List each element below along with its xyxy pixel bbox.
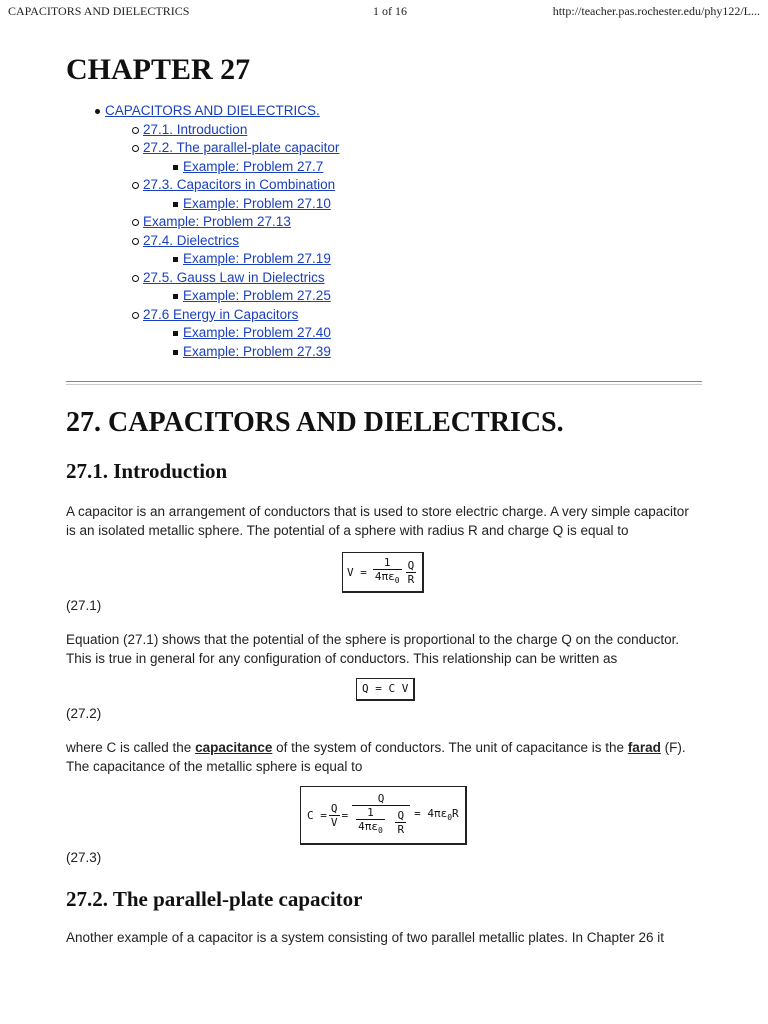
equation-box-27-1 (342, 552, 424, 593)
square-bullet-icon (173, 350, 178, 355)
circle-bullet-icon (132, 182, 139, 189)
eq1-fraction-1 (373, 556, 402, 587)
toc-link[interactable]: 27.5. Gauss Law in Dielectrics (143, 269, 325, 285)
eq3-inner1-den-sub: 0 (378, 826, 383, 836)
para3-text-c: (F). The capacitance of the metallic sphere is equal to (66, 740, 686, 774)
toc-item (66, 158, 702, 177)
toc-link[interactable]: Example: Problem 27.39 (183, 343, 331, 359)
eq3-inner1-denominator (356, 820, 385, 837)
toc-item (66, 306, 702, 325)
paragraph-intro-1: A capacitor is an arrangement of conductors that is used to store electric charge. A very simple capacitor is an isolated metallic sphere. The potential of a sphere with radius R and charge Q is equal to (66, 504, 689, 538)
equation-number-27-3: (27.3) (66, 850, 102, 865)
toc-link[interactable]: Example: Problem 27.25 (183, 288, 331, 303)
eq3-inner1-numerator: 1 (356, 806, 385, 820)
eq1-fraction-2 (406, 559, 417, 586)
equation-number-27-2: (27.2) (66, 706, 102, 721)
eq3-compound-fraction (352, 792, 410, 837)
eq3-f1-denominator: V (330, 815, 338, 829)
toc-link[interactable]: CAPACITORS AND DIELECTRICS. (105, 103, 320, 118)
toc-link[interactable]: 27.6 Energy in Capacitors (143, 306, 299, 322)
para3-text-a: where C is called the (66, 740, 196, 755)
toc-item (66, 213, 702, 232)
circle-bullet-icon (132, 238, 139, 245)
horizontal-rule (66, 381, 702, 385)
toc-link[interactable]: 27.1. Introduction (143, 121, 248, 137)
toc-item (66, 287, 702, 306)
square-bullet-icon (173, 331, 178, 336)
eq1-frac1-den-text: 4πε (374, 570, 395, 584)
document-page (66, 50, 702, 948)
eq3-f2-denominator (352, 806, 410, 837)
eq3-equals: = (341, 808, 349, 822)
toc-link[interactable]: Example: Problem 27.40 (183, 325, 331, 340)
eq1-frac1-denominator (373, 570, 402, 587)
toc-link[interactable]: Example: Problem 27.19 (183, 251, 331, 266)
toc-link[interactable]: Example: Problem 27.10 (183, 195, 331, 211)
term-capacitance: capacitance (195, 740, 273, 755)
toc-item (66, 250, 702, 269)
disc-bullet-icon (95, 109, 100, 114)
toc-item (66, 343, 702, 362)
paragraph-intro-3 (66, 739, 702, 776)
circle-bullet-icon (132, 275, 139, 282)
eq3-inner2-numerator: Q (397, 808, 405, 822)
equation-box-27-3 (300, 786, 467, 845)
square-bullet-icon (173, 257, 178, 262)
paragraph-parallel-1: Another example of a capacitor is a system consisting of two parallel metallic plates. In Chapter 26 it (66, 930, 665, 945)
toc-link[interactable]: 27.4. Dielectrics (143, 232, 240, 248)
eq3-fraction-q-over-v (329, 802, 340, 829)
print-header-page-count: 1 of 16 (373, 4, 407, 18)
print-header-url: http://teacher.pas.rochester.edu/phy122/L... (552, 4, 760, 18)
eq1-frac2-denominator: R (407, 572, 415, 586)
table-of-contents (66, 102, 702, 361)
eq3-lhs: C = (307, 808, 327, 822)
print-header-title: CAPACITORS AND DIELECTRICS (8, 4, 190, 18)
toc-link[interactable]: Example: Problem 27.7 (183, 158, 324, 174)
print-header (8, 4, 760, 20)
toc-item (66, 232, 702, 251)
square-bullet-icon (173, 165, 178, 170)
circle-bullet-icon (132, 127, 139, 134)
equation-27-3 (66, 784, 702, 846)
eq3-f1-numerator: Q (330, 801, 338, 815)
eq1-frac1-numerator: 1 (373, 556, 402, 570)
eq3-inner-fraction-2 (395, 809, 406, 836)
equation-27-2 (66, 676, 702, 702)
toc-item (66, 121, 702, 140)
eq3-inner2-denominator: R (397, 822, 405, 836)
eq3-rhs-text: = 4πε (414, 807, 448, 821)
eq3-rhs (414, 807, 459, 822)
equation-27-1 (66, 550, 702, 594)
eq3-f2-numerator: Q (352, 792, 410, 806)
eq3-inner-fraction-1 (356, 806, 385, 837)
term-farad: farad (627, 740, 661, 755)
section-heading-introduction: 27.1. Introduction (66, 459, 228, 483)
toc-item (66, 176, 702, 195)
eq3-rhs-sub: 0 (447, 813, 453, 823)
toc-item (66, 102, 702, 121)
chapter-title: CHAPTER 27 (66, 53, 251, 86)
square-bullet-icon (173, 202, 178, 207)
circle-bullet-icon (132, 219, 139, 226)
section-heading-parallel-plate: 27.2. The parallel-plate capacitor (66, 887, 363, 911)
equation-box-27-2: Q = C V (356, 678, 415, 701)
toc-link[interactable]: 27.3. Capacitors in Combination (143, 177, 336, 192)
toc-link[interactable]: Example: Problem 27.13 (143, 214, 291, 229)
toc-item (66, 195, 702, 214)
eq1-frac1-den-sub: 0 (394, 576, 400, 586)
toc-list (66, 102, 702, 361)
toc-item (66, 139, 702, 158)
eq1-frac2-numerator: Q (407, 558, 415, 572)
toc-link[interactable]: 27.2. The parallel-plate capacitor (143, 140, 340, 155)
toc-item (66, 324, 702, 343)
eq3-inner1-den-text: 4πε (358, 820, 378, 834)
eq1-lhs: V = (347, 565, 367, 579)
circle-bullet-icon (132, 145, 139, 152)
para3-text-b: of the system of conductors. The unit of capacitance is the (272, 740, 628, 755)
square-bullet-icon (173, 294, 178, 299)
main-heading: 27. CAPACITORS AND DIELECTRICS. (66, 407, 564, 438)
paragraph-intro-2: Equation (27.1) shows that the potential of the sphere is proportional to the charge Q on the conductor. This is true in general for any configuration of conductors. This relationship can be written as (66, 632, 680, 666)
circle-bullet-icon (132, 312, 139, 319)
eq3-rhs-tail: R (452, 807, 459, 821)
toc-item (66, 269, 702, 288)
equation-number-27-1: (27.1) (66, 598, 102, 613)
